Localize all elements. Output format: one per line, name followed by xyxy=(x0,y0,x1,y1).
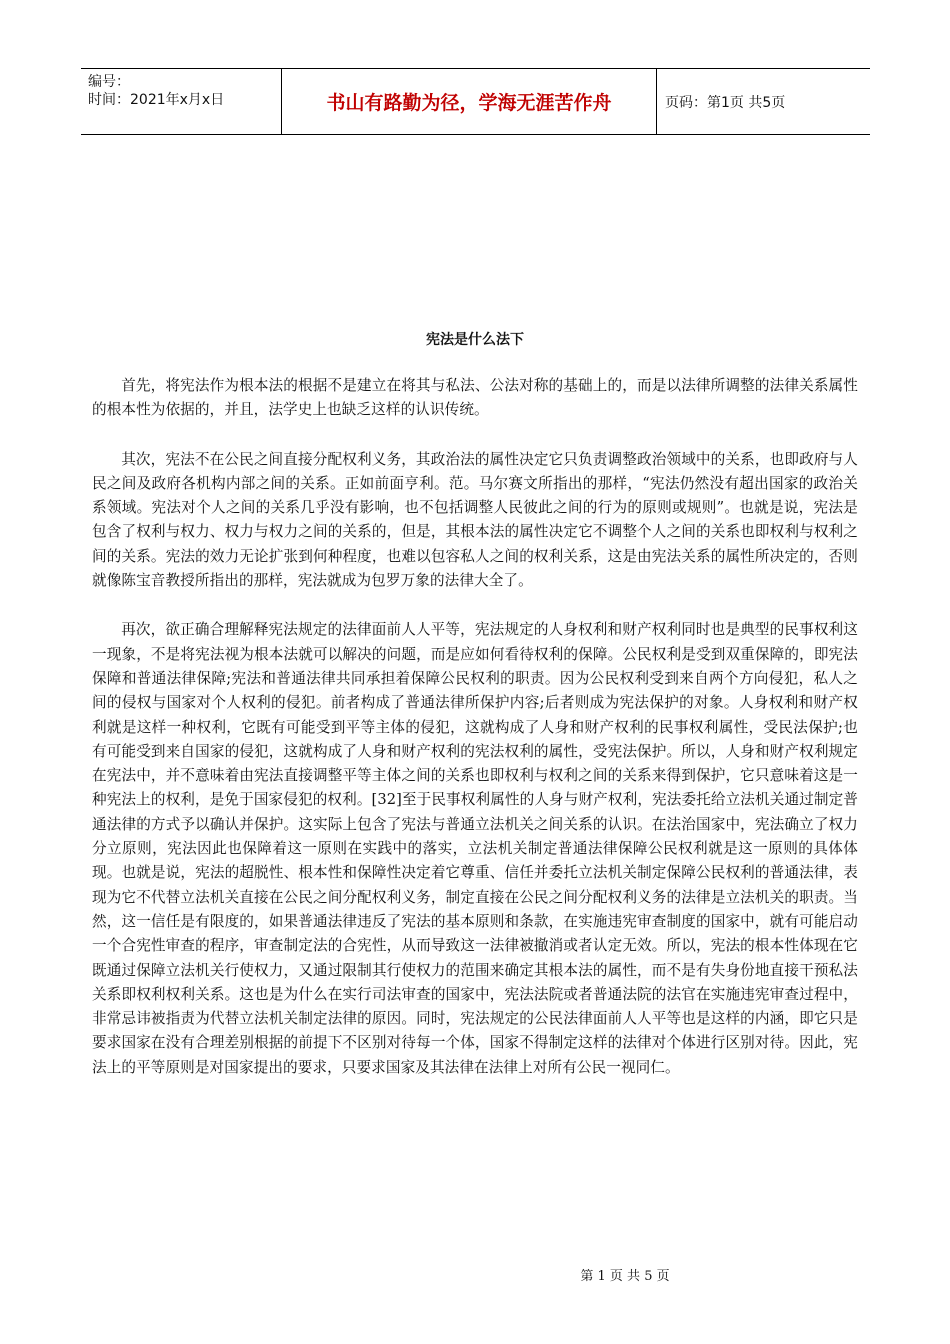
document-date: 时间：2021年x月x日 xyxy=(88,92,225,108)
paragraph-3: 再次，欲正确合理解释宪法规定的法律面前人人平等，宪法规定的人身权利和财产权利同时也是典型的民事权利这一现象，不是将宪法视为根本法就可以解决的问题，而是应如何看待权利的保障。公民权利是受到双重保障的，即宪法保障和普通法律保障;宪法和普通法律共同承担着保障公民权利的职责。因为公民权利受到来自两个方向侵犯，私人之间的侵权与国家对个人权利的侵犯。前者构成了普通法律所保护内容;后者则成为宪法保护的对象。人身权利和财产权利就是这样一种权利，它既有可能受到平等主体的侵犯，这就构成了人身和财产权利的民事权利属性，受民法保护;也有可能受到来自国家的侵犯，这就构成了人身和财产权利的宪法权利的属性，受宪法保护。所以，人身和财产权利规定在宪法中，并不意味着由宪法直接调整平等主体之间的关系也即权利与权利之间的关系来得到保护，它只意味着这是一种宪法上的权利，是免于国家侵犯的权利。[32]至于民事权利属性的人身与财产权利，宪法委托给立法机关通过制定普通法律的方式予以确认并保护。这实际上包含了宪法与普通立法机关之间关系的认识。在法治国家中，宪法确立了权力分立原则，宪法因此也保障着这一原则在实践中的落实，立法机关制定普通法律保障公民权利就是这一原则的具体体现。也就是说，宪法的超脱性、根本性和保障性决定着它尊重、信任并委托立法机关制定保障公民权利的普通法律，表现为它不代替立法机关直接在公民之间分配权利义务，制定直接在公民之间分配权利义务的法律是立法机关的职责。当然，这一信任是有限度的，如果普通法律违反了宪法的基本原则和条款，在实施违宪审查制度的国家中，就有可能启动一个合宪性审查的程序，审查制定法的合宪性，从而导致这一法律被撤消或者认定无效。所以，宪法的根本性体现在它既通过保障立法机关行使权力，又通过限制其行使权力的范围来确定其根本法的属性，而不是有失身份地直接干预私法关系即权利权利关系。这也是为什么在实行司法审查的国家中，宪法法院或者普通法院的法官在实施违宪审查过程中，非常忌讳被指责为代替立法机关制定法律的原因。同时，宪法规定的公民法律面前人人平等也是这样的内涵，即它只是要求国家在没有合理差别根据的前提下不区别对待每一个体，国家不得制定这样的法律对个体进行区别对待。因此，宪法上的平等原则是对国家提出的要求，只要求国家及其法律在法律上对所有公民一视同仁。 xyxy=(92,621,858,1076)
document-body xyxy=(92,374,858,1105)
document-title: 宪法是什么法下 xyxy=(426,332,524,348)
paragraph-2: 其次，宪法不在公民之间直接分配权利义务，其政治法的属性决定它只负责调整政治领域中的关系，也即政府与人民之间及政府各机构内部之间的关系。正如前面亨利。范。马尔赛文所指出的那样，“宪法仍然没有超出国家的政治关系领域。宪法对个人之间的关系几乎没有影响，也不包括调整人民彼此之间的行为的原则或规则”。也就是说，宪法是包含了权利与权力、权力与权力之间的关系的，但是，其根本法的属性决定它不调整个人之间的关系也即权利与权利之间的关系。宪法的效力无论扩张到何种程度，也难以包容私人之间的权利关系，这是由宪法关系的属性所决定的，否则就像陈宝音教授所指出的那样，宪法就成为包罗万象的法律大全了。 xyxy=(92,450,858,590)
page-footer: 第 1 页 共 5 页 xyxy=(580,1269,670,1284)
document-number-label: 编号： xyxy=(88,74,130,90)
paragraph-1: 首先，将宪法作为根本法的根据不是建立在将其与私法、公法对称的基础上的，而是以法律所调整的法律关系属性的根本性为依据的，并且，法学史上也缺乏这样的认识传统。 xyxy=(92,377,858,419)
header-meta-cell xyxy=(81,69,282,134)
document-header xyxy=(81,68,870,135)
header-page-info: 页码：第1页 共5页 xyxy=(665,94,786,111)
header-motto: 书山有路勤为径，学海无涯苦作舟 xyxy=(282,69,657,134)
